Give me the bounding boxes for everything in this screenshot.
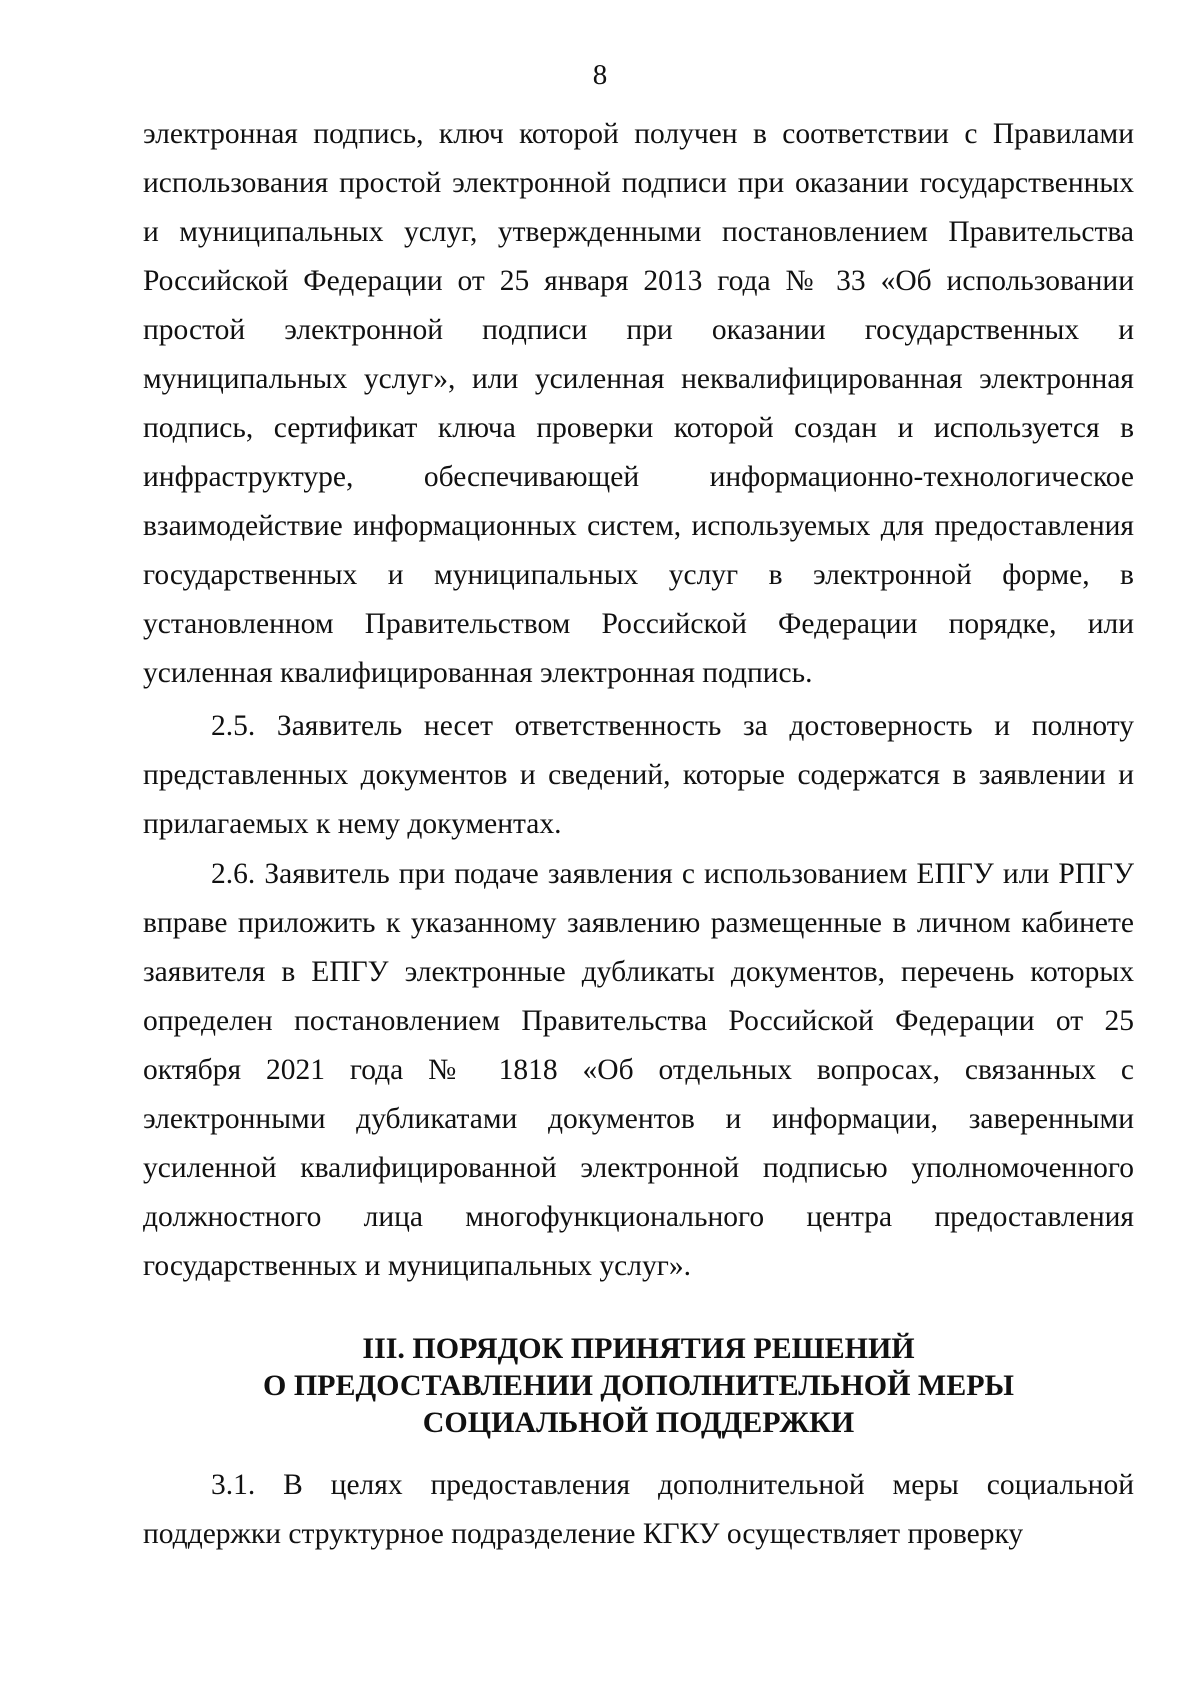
paragraph-3-1 [143,1461,1134,1559]
paragraph-text: 2.6. Заявитель при подаче заявления с использованием ЕПГУ или РПГУ вправе приложить к указанному заявлению размещенные в личном кабинете заявителя в ЕПГУ электронные дубликаты документов, перечень которых определен постановлением Правительства Российской Федерации от 25 октября 2021 года № 1818 «Об отдельных вопросах, связанных с электронными дубликатами документов и информации, заверенными усиленной квалифицированной электронной подписью уполномоченного должностного лица многофункционального центра предоставления государственных и муниципальных услуг». [143,858,1134,1282]
paragraph-text: 2.5. Заявитель несет ответственность за достоверность и полноту представленных документов и сведений, которые содержатся в заявлении и прилагаемых к нему документах. [143,710,1134,840]
paragraph-2-5 [143,702,1134,849]
section-heading-line-3: СОЦИАЛЬНОЙ ПОДДЕРЖКИ [422,1406,855,1439]
section-heading [143,1330,1134,1441]
page-number: 8 [592,59,608,91]
paragraph-text: 3.1. В целях предоставления дополнительной меры социальной поддержки структурное подразделение КГКУ осуществляет проверку [143,1469,1134,1550]
paragraph-signature-continuation [143,110,1134,698]
section-heading-line-2: О ПРЕДОСТАВЛЕНИИ ДОПОЛНИТЕЛЬНОЙ МЕРЫ [262,1369,1015,1402]
paragraph-text: электронная подпись, ключ которой получен в соответствии с Правилами использования простой электронной подписи при оказании государственных и муниципальных услуг, утвержденными постановлением Правительства Российской Федерации от 25 января 2013 года № 33 «Об использовании простой электронной подписи при оказании государственных и муниципальных услуг», или усиленная неквалифицированная электронная подпись, сертификат ключа проверки которой создан и используется в инфраструктуре, обеспечивающей информационно-технологическое взаимодействие информационных систем, используемых для предоставления государственных и муниципальных услуг в электронной форме, в установленном Правительством Российской Федерации порядке, или усиленная квалифицированная электронная подпись. [143,118,1134,689]
section-heading-line-1: III. ПОРЯДОК ПРИНЯТИЯ РЕШЕНИЙ [362,1332,915,1365]
paragraph-2-6 [143,850,1134,1291]
